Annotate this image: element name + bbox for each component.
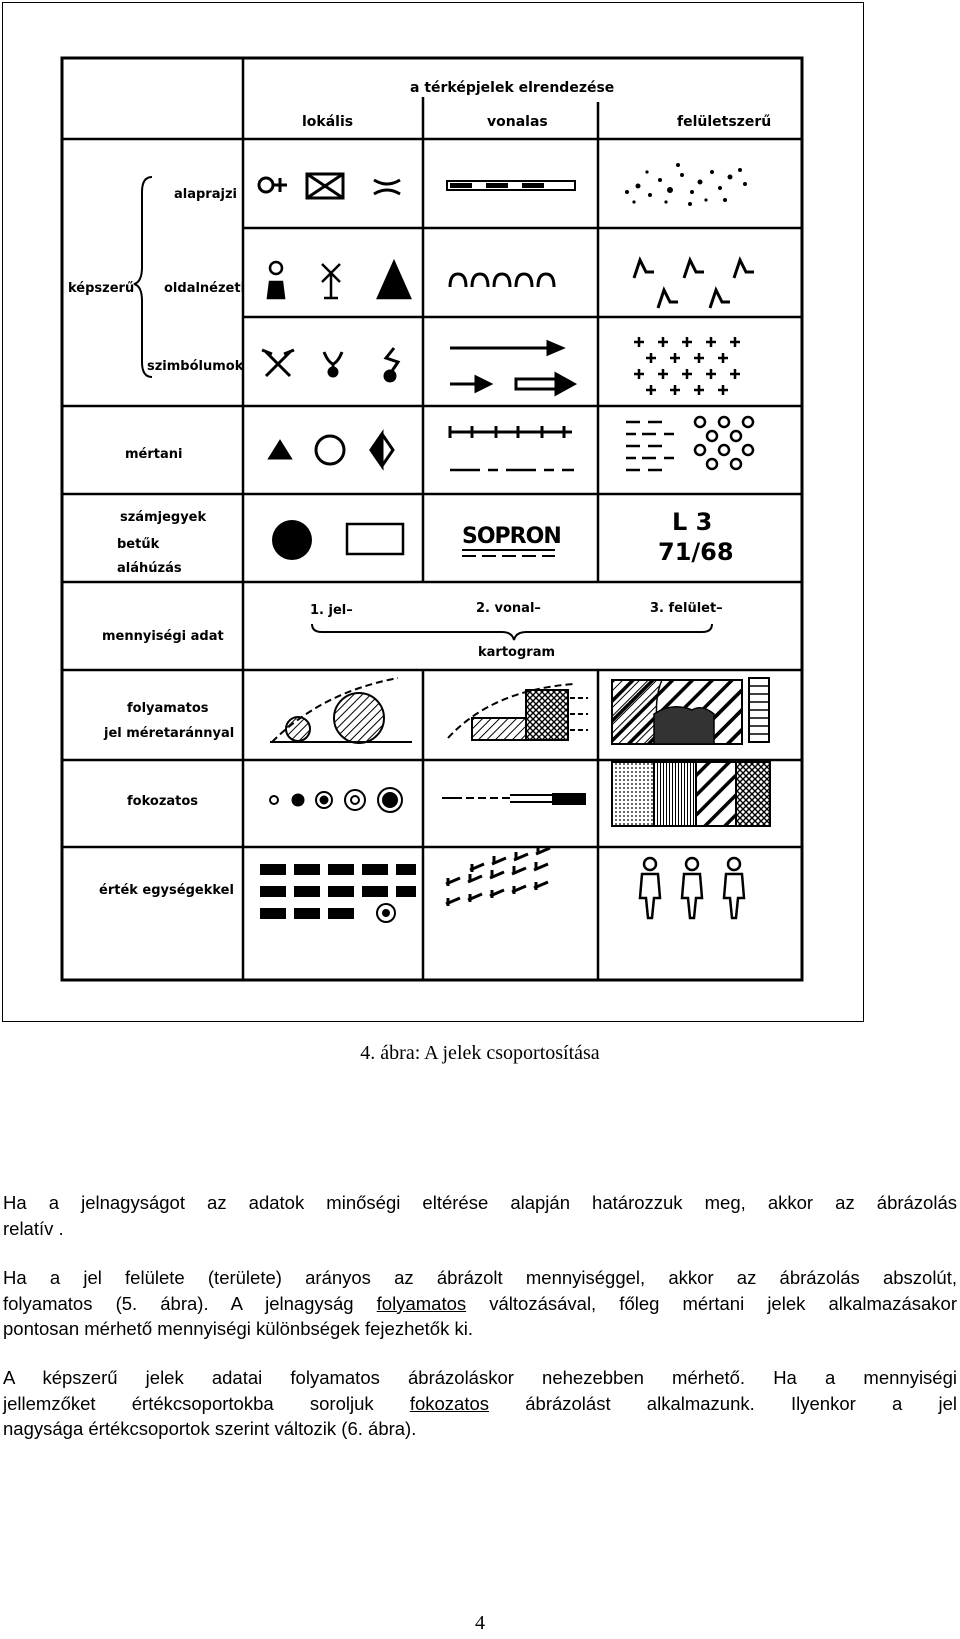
paragraph-line: pontosan mérhető mennyiségi különbségek fejezhetők ki. (3, 1318, 473, 1339)
quantity-label-cartogram: kartogram (478, 645, 556, 660)
header-title: a térképjelek elrendezése (410, 80, 615, 96)
sample-label-1: L 3 (672, 508, 713, 536)
page-number: 4 (475, 1612, 485, 1634)
underlined-term: fokozatos (409, 1392, 490, 1414)
paragraph-line: relatív . (3, 1217, 64, 1239)
paragraph-line: nagysága értékcsoportok szerint változik (6. ábra). (3, 1418, 417, 1439)
quantity-label-line: 2. vonal– (476, 601, 541, 616)
text-run: folyamatos (5. ábra). A jelnagyság (3, 1292, 377, 1314)
row-label-continuous-1: folyamatos (127, 701, 209, 716)
row-label-pictorial: képszerű (68, 281, 135, 296)
row-label-continuous-2: jel méretaránnyal (104, 726, 235, 741)
row-label-underline: aláhúzás (117, 561, 182, 576)
paragraph-1 (3, 1190, 957, 1241)
quantity-label-area: 3. felület– (650, 601, 723, 616)
row-label-letters: betűk (117, 537, 160, 552)
paragraph-line (3, 1391, 957, 1417)
quantity-label-sign: 1. jel– (310, 603, 353, 618)
row-label-quantity: mennyiségi adat (102, 629, 224, 644)
sample-label-2: 71/68 (658, 538, 734, 566)
row-label-side-view: oldalnézeti (164, 281, 246, 296)
row-label-digits: számjegyek (120, 510, 207, 525)
paragraph-line (3, 1291, 957, 1317)
graded-areal-fills (612, 762, 770, 826)
row-label-geometric: mértani (125, 447, 183, 462)
figure-caption: 4. ábra: A jelek csoportosítása (360, 1042, 600, 1064)
row-label-symbols: szimbólumok (147, 359, 244, 374)
text-run: változásával, főleg mértani jelek alkalmazásakor (466, 1292, 957, 1314)
header-local: lokális (302, 114, 354, 130)
text-run: ábrázolást alkalmazunk. Ilyenkor a jel (489, 1392, 957, 1414)
sample-town-name: SOPRON (462, 524, 561, 549)
paragraph-line: A képszerű jelek adatai folyamatos ábrázoláskor nehezebben mérhető. Ha a mennyiségi (3, 1367, 957, 1388)
header-linear: vonalas (487, 114, 548, 130)
paragraph-3 (3, 1365, 957, 1442)
underlined-term: folyamatos (376, 1292, 467, 1314)
sign-classification-figure (2, 2, 866, 1024)
plan-linear-road (447, 181, 575, 190)
paragraph-2 (3, 1265, 957, 1342)
row-label-plan: alaprajzi (174, 187, 237, 202)
row-label-graded: fokozatos (127, 794, 199, 809)
paragraph-line: Ha a jelnagyságot az adatok minőségi eltérése alapján határozzuk meg, akkor az ábrázolás (3, 1192, 957, 1213)
text-run: jellemzőket értékcsoportokba soroljuk (3, 1392, 410, 1414)
row-label-units: érték egységekkel (99, 883, 234, 898)
paragraph-line: Ha a jel felülete (területe) arányos az ábrázolt mennyiséggel, akkor az ábrázolás abszolút, (3, 1267, 957, 1288)
header-areal: felületszerű (677, 114, 772, 130)
